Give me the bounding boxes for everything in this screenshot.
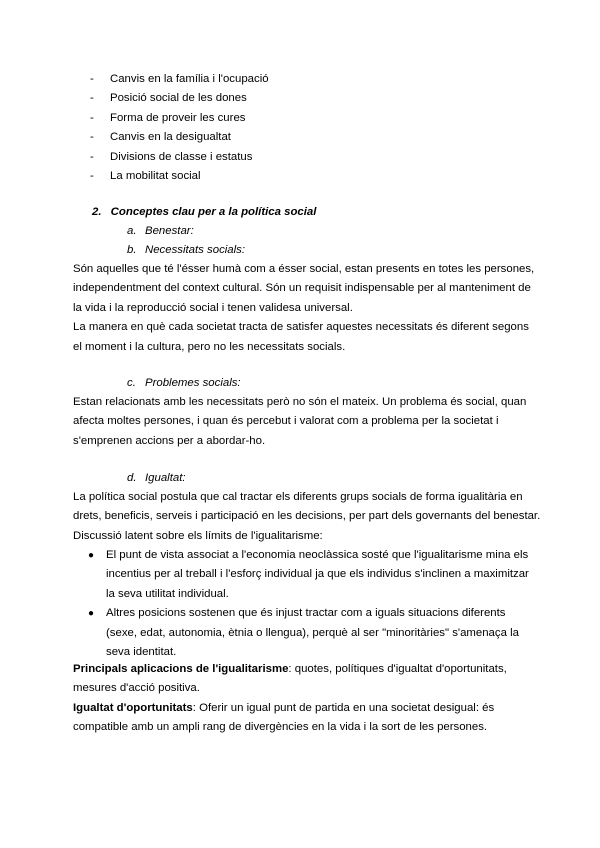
opportunity-paragraph: Igualtat d'oportunitats: Oferir un igual punt de partida en una societat desigual: és compatible amb un ampli rang de divergències en la vida i la sort de les persones. — [73, 702, 495, 734]
document-page: - Canvis en la família i l'ocupació - Posició social de les dones - Forma de proveir les cures - Canvis en la desigualtat - Divisions de classe i estatus - La mobilitat social 2. Conceptes clau per a la política social a. Benestar: b. Necessitats socials: Són aquelles que té l'ésser humà com a ésser social, estan presents en totes les persones, independentment del context cultural. Són un requisit indispensable per al manteniment de la vida i la reproducció social i tenen validesa universal. La manera en què cada societat tracta de satisfer aquestes necessitats és diferent segons el moment i la cultura, pero no les necessitats socials. c. Problemes socials: Estan relacionats amb les necessitats però no són el mateix. Un problema és social, quan afecta moltes persones, i quan és percebut i valorat com a problema per la societat i s'emprenen accions per a abordar-ho. d. Igualtat: La política social postula que cal tractar els diferents grups socials de forma igualitària en drets, beneficis, serveis i participació en les decisions, per part dels governants del benestar. Discussió latent sobre els límits de l'igualitarisme: ● El punt de vista associat a l'economia neoclàssica sosté que l'igualitarisme mina els incentius per al treball i l'esforç individual ja que els individus s'inclinen a maximitzar la seva utilitat individual. ● Altres posicions sostenen que és injust tractar com a iguals situacions diferents (sexe, edat, autonomia, ètnia o llengua), perquè al ser "minoritàries" s'amenaça la seva identitat. Principals aplicacions de l'igualitarisme: quotes, polítiques d'igualtat d'oportunitats, mesures d'acció positiva. Igualtat d'oportunitats: Oferir un igual punt de partida en una societat desigual: és compatible amb un ampli rang de divergències en la vida i la sort de les persones. — [0, 0, 600, 848]
subheading-problemes: c. Problemes socials: — [127, 377, 241, 389]
dash-marker: - — [90, 92, 94, 105]
list-item: - Canvis en la desigualtat — [90, 128, 269, 147]
section-number: 2. — [92, 206, 102, 218]
subheading-necessitats: b. Necessitats socials: — [127, 244, 246, 256]
list-item: - Posició social de les dones — [90, 89, 269, 108]
dash-marker: - — [90, 169, 94, 182]
intro-dash-list — [90, 70, 269, 186]
subheading-igualtat: d. Igualtat: — [127, 472, 186, 484]
list-item: - La mobilitat social — [90, 167, 269, 186]
dash-marker: - — [90, 131, 94, 144]
equality-paragraph: La política social postula que cal tractar els diferents grups socials de forma igualitària en drets, beneficis, serveis i participació en les decisions, per part dels governants del benestar. Discussió latent sobre els límits de l'igualitarisme: — [73, 491, 541, 542]
bullet-marker: ● — [88, 608, 95, 620]
applications-paragraph: Principals aplicacions de l'igualitarisme: quotes, polítiques d'igualtat d'oportunitats, mesures d'acció positiva. — [73, 663, 507, 695]
needs-paragraph: Són aquelles que té l'ésser humà com a ésser social, estan presents en totes les persones, independentment del context cultural. Són un requisit indispensable per al manteniment de la vida i la reproducció social i tenen validesa universal. La manera en què cada societat tracta de satisfer aquestes necessitats és diferent segons el moment i la cultura, pero no les necessitats socials. — [73, 263, 535, 353]
list-item: - Divisions de classe i estatus — [90, 148, 269, 167]
section-title: Conceptes clau per a la política social — [110, 206, 317, 218]
dash-marker: - — [90, 150, 94, 163]
problems-paragraph: Estan relacionats amb les necessitats però no són el mateix. Un problema és social, quan afecta moltes persones, i quan és percebut i valorat com a problema per la societat i s'emprenen accions per a abordar-ho. — [73, 396, 527, 447]
bullet-marker: ● — [88, 550, 95, 561]
subheading-benestar: a. Benestar: — [127, 225, 194, 237]
section-heading — [92, 203, 316, 222]
list-item: - Forma de proveir les cures — [90, 109, 269, 128]
opportunity-term: Igualtat d'oportunitats — [73, 702, 193, 714]
list-item: - Canvis en la família i l'ocupació — [90, 70, 269, 89]
applications-term: Principals aplicacions de l'igualitarisme — [73, 663, 289, 675]
dash-marker: - — [90, 111, 94, 124]
dash-marker: - — [90, 73, 94, 85]
